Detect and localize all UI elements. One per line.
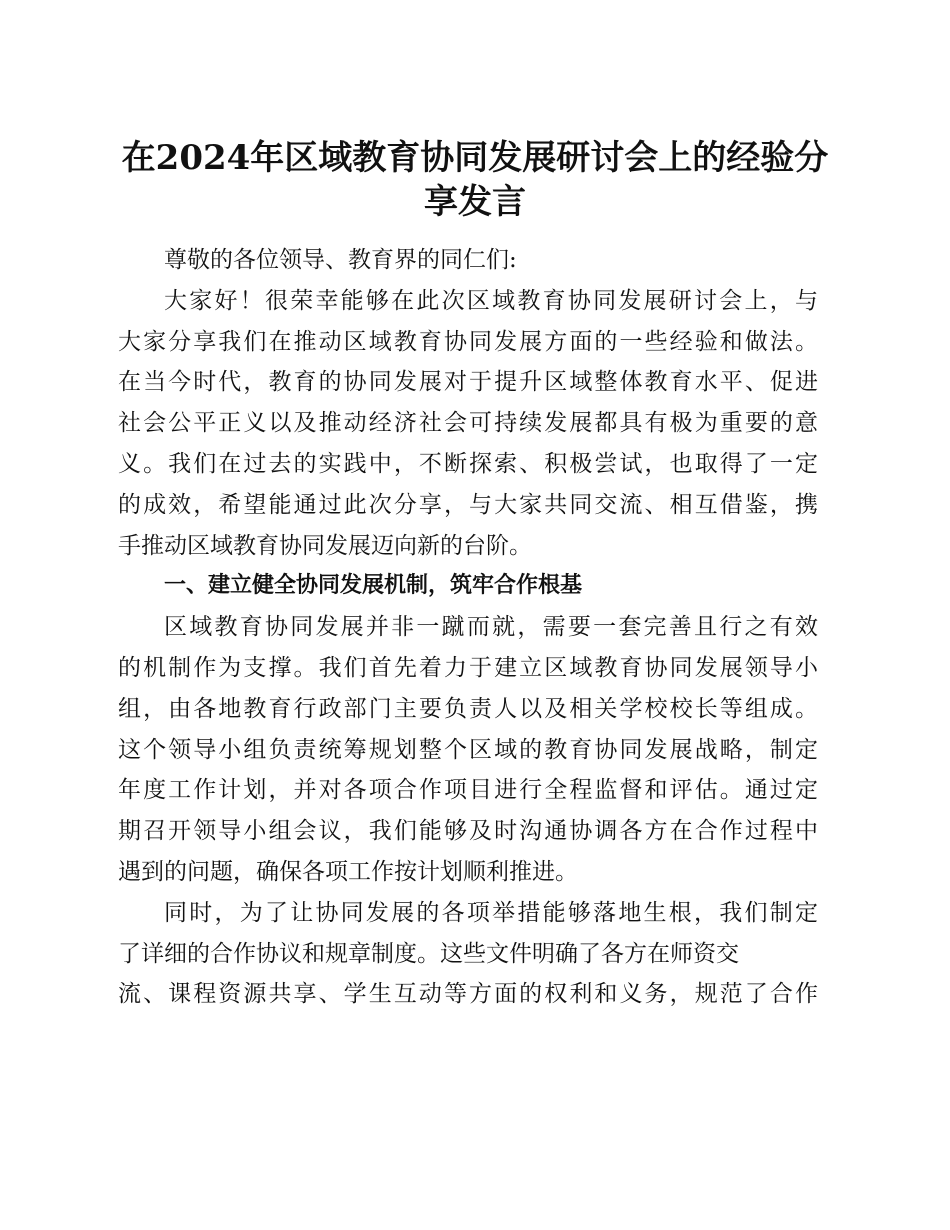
body-line: 在当今时代，教育的协同发展对于提升区域整体教育水平、促进 bbox=[118, 369, 818, 396]
salutation: 尊敬的各位领导、教育界的同仁们: bbox=[164, 247, 517, 273]
body-line: 手推动区域教育协同发展迈向新的台阶。 bbox=[118, 532, 532, 559]
body-line: 的机制作为支撑。我们首先着力于建立区域教育协同发展领导小 bbox=[118, 654, 818, 681]
body-line: 组，由各地教育行政部门主要负责人以及相关学校校长等组成。 bbox=[118, 695, 818, 722]
body-line: 同时，为了让协同发展的各项举措能够落地生根，我们制定 bbox=[164, 899, 818, 926]
document-title-line-1: 在2024年区域教育协同发展研讨会上的经验分 bbox=[121, 138, 829, 178]
body-line: 区域教育协同发展并非一蹴而就，需要一套完善且行之有效 bbox=[164, 614, 818, 641]
body-line: 义。我们在过去的实践中，不断探索、积极尝试，也取得了一定 bbox=[118, 450, 818, 477]
document-title-line-2: 享发言 bbox=[424, 182, 526, 222]
document-body bbox=[118, 240, 818, 1015]
body-line: 大家分享我们在推动区域教育协同发展方面的一些经验和做法。 bbox=[118, 328, 818, 355]
body-line: 社会公平正义以及推动经济社会可持续发展都具有极为重要的意 bbox=[118, 410, 818, 437]
body-line: 大家好！很荣幸能够在此次区域教育协同发展研讨会上，与 bbox=[164, 287, 818, 314]
body-line: 了详细的合作协议和规章制度。这些文件明确了各方在师资交 bbox=[118, 940, 739, 967]
section-heading: 一、建立健全协同发展机制，筑牢合作根基 bbox=[164, 573, 583, 599]
body-line: 期召开领导小组会议，我们能够及时沟通协调各方在合作过程中 bbox=[118, 818, 818, 845]
body-line: 流、课程资源共享、学生互动等方面的权利和义务，规范了合作 bbox=[118, 981, 818, 1008]
body-line: 的成效，希望能通过此次分享，与大家共同交流、相互借鉴，携 bbox=[118, 491, 818, 518]
body-line: 这个领导小组负责统筹规划整个区域的教育协同发展战略，制定 bbox=[118, 736, 818, 763]
body-line: 遇到的问题，确保各项工作按计划顺利推进。 bbox=[118, 858, 578, 885]
body-line: 年度工作计划，并对各项合作项目进行全程监督和评估。通过定 bbox=[118, 777, 818, 804]
